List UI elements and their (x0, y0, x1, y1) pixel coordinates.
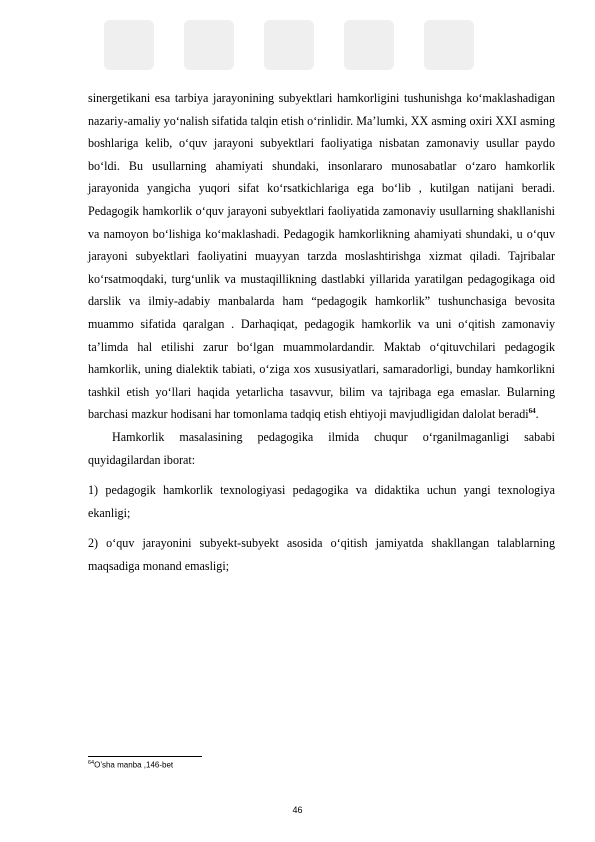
paragraph-text: sinergetikani esa tarbiya jarayonining subyektlari hamkorligini tushunishga ko‘maklashadigan nazariy-amaliy yo‘nalish sifatida talqin etish o‘rinlidir. Ma’lumki, XX asming oxiri XXI asming boshlariga kelib, o‘quv jarayoni subyektlari faoliyatiga nisbatan zamonaviy usullar paydo bo‘ldi. Bu usullarning ahamiyati shundaki, insonlararo munosabatlar o‘zaro hamkorlik jarayonida yangicha yuqori sifat ko‘rsatkichlariga ega bo‘lib , kutilgan natijani beradi. Pedagogik hamkorlik o‘quv jarayoni subyektlari faoliyatida zamonaviy usullarning shakllanishi va namoyon bo‘lishiga ko‘maklashadi. Pedagogik hamkorlikning ahamiyati shundaki, u o‘quv jarayoni subyektlari faoliyatini muayyan tarzda moslashtirishga xizmat qiladi. Tajribalar ko‘rsatmoqdaki, turg‘unlik va mustaqillikning dastlabki yillarida yaratilgan pedagogikaga oid darslik va ilmiy-adabiy manbalarda ham “pedagogik hamkorlik” tushunchasiga bevosita muammo sifatida qaralgan . Darhaqiqat, pedagogik hamkorlik va uni o‘qitish zamonaviy ta’limda hal etilishi zarur bo‘lgan muammolardandir. Maktab o‘qituvchilari pedagogik hamkorlik, uning dialektik tabiati, o‘ziga xos xususiyatlari, samaradorligi, bunday hamkorlikni tashkil etish yo‘llari haqida yetarlicha tasavvur, bilim va tajribaga ega emaslar. Bularning barchasi mazkur hodisani har tomonlama tadqiq etish ehtiyoji mavjudligidan dalolat beradi (88, 91, 555, 422)
footnote-number: 64 (88, 760, 95, 766)
body-text (88, 87, 555, 577)
paragraph (88, 87, 555, 426)
watermark-logo (64, 0, 531, 82)
list-item: 1) pedagogik hamkorlik texnologiyasi pedagogika va didaktika uchun yangi texnologiya ekanligi; (88, 483, 555, 520)
footnote-separator (88, 756, 202, 757)
footnote-text: O’sha manba ,146-bet (94, 760, 174, 770)
paragraph: Hamkorlik masalasining pedagogika ilmida chuqur o‘rganilmaganligi sababi quyidagilardan iborat: (88, 429, 555, 467)
footnote-reference: 64 (528, 407, 536, 416)
page-number: 46 (292, 805, 303, 815)
list-item: 2) o‘quv jarayonini subyekt-subyekt asosida o‘qitish jamiyatda shakllangan talablarning maqsadiga monand emasligi; (88, 536, 555, 573)
paragraph-end: . (535, 407, 539, 422)
footnote (88, 758, 548, 771)
